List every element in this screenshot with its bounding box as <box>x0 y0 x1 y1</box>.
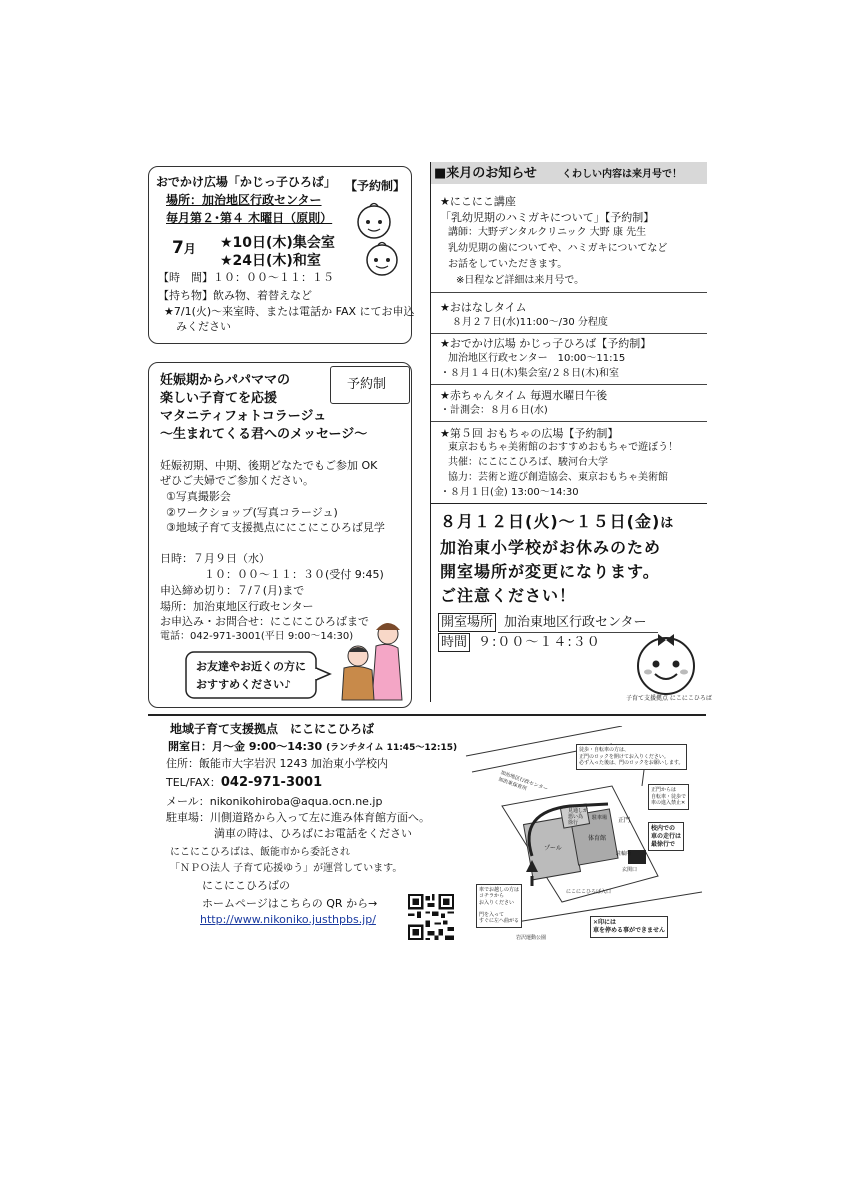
maternity-deadline: 申込締め切り：７/７(月)まで <box>160 584 305 597</box>
lecture-note: ※日程など詳細は来月号で。 <box>456 275 585 286</box>
lecture-title: ★にこにこ講座 <box>440 195 516 208</box>
maternity-item-1: ①写真撮影会 <box>166 490 231 503</box>
maternity-desc-2: ぜひご夫婦でご参加ください。 <box>160 474 314 487</box>
next-outing-title: ★おでかけ広場 かじっ子ひろば【予約制】 <box>440 337 652 350</box>
maternity-item-3: ③地域子育て支援拠点ににこにこひろば見学 <box>166 521 385 534</box>
outing-title: おでかけ広場「かじっ子ひろば」 <box>156 175 336 189</box>
lecture-name: 「乳幼児期のハミガキについて」【予約制】 <box>440 211 655 224</box>
outing-badge: 【予約制】 <box>345 179 406 193</box>
toy-support: 協力：芸術と遊び創造協会、東京おもちゃ美術館 <box>448 472 668 483</box>
divider-4 <box>431 421 707 422</box>
map-warn: 校内での 車の走行は 最徐行で <box>648 822 684 851</box>
mascot-caption: 子育て支援拠点 にこにこひろば <box>626 695 712 702</box>
map-gakko: 駐車場 <box>592 815 608 821</box>
maternity-title-1: 妊娠期からパパママの <box>160 373 291 388</box>
baby-time-title: ★赤ちゃんタイム 毎週水曜日午後 <box>440 389 608 402</box>
maternity-badge: 予約制 <box>347 377 387 392</box>
access-map <box>462 726 706 948</box>
next-month-header: ■来月のお知らせ <box>434 166 537 181</box>
divider-1 <box>431 292 707 293</box>
nikoniko-mascot-illustration <box>628 622 704 702</box>
divider-2 <box>431 333 707 334</box>
closure-dates: ８月１２日(火)～１５日(金) <box>440 512 661 531</box>
maternity-time: １０：００～１１：３０(受付 9:45) <box>204 568 384 581</box>
map-pool: プール <box>544 845 562 852</box>
story-title: ★おはなしタイム <box>440 301 527 314</box>
next-outing-dates: ・８月１４日(木)集会室/２８日(木)和室 <box>440 368 619 379</box>
outing-schedule: 毎月第２･第４ 木曜日（原則） <box>166 211 333 225</box>
outing-month-number: 7 <box>172 238 184 258</box>
map-gym: 体育館 <box>588 835 607 842</box>
footer-url-link[interactable]: http://www.nikoniko.justhpbs.jp/ <box>200 913 376 926</box>
outing-place: 場所：加治地区行政センター <box>166 193 322 207</box>
divider-3 <box>431 384 707 385</box>
map-entrance: 玄関口 <box>622 867 638 873</box>
closure-line-3: 開室場所が変更になります。 <box>440 562 660 581</box>
bubble-line-2: おすすめください♪ <box>196 678 292 691</box>
maternity-title-2: 楽しい子育てを応援 <box>160 391 278 406</box>
next-outing-place: 加治地区行政センター 10:00～11:15 <box>448 353 626 364</box>
maternity-desc-1: 妊娠初期、中期、後期どなたでもご参加 OK <box>160 459 378 472</box>
map-gate-note: 正門からは 自転車・徒歩で 車の進入禁止✕ <box>648 784 689 810</box>
footer-tel <box>166 776 322 789</box>
footer-hp-1: にこにこひろばの <box>202 879 290 892</box>
outing-items: 【持ち物】飲み物、着替えなど <box>158 289 312 302</box>
baby-faces-illustration <box>350 200 408 280</box>
maternity-item-2: ②ワークショップ(写真コラージュ) <box>166 506 338 519</box>
outing-date-2: ★24日(木)和室 <box>220 253 321 269</box>
bubble-line-1: お友達やお近くの方に <box>196 660 306 673</box>
outing-note-2: みください <box>176 320 231 333</box>
next-month-header-sub: くわしい内容は来月号で！ <box>562 169 682 180</box>
speech-bubble-shape <box>184 650 334 702</box>
closure-suffix: は <box>660 516 675 531</box>
toy-title: ★第５回 おもちゃの広場【予約制】 <box>440 427 619 440</box>
place-value: 加治東地区行政センター <box>504 615 647 630</box>
footer-mail: メール：nikonikohiroba@aqua.ocn.ne.jp <box>166 795 383 808</box>
outing-date-1: ★10日(木)集会室 <box>220 235 335 251</box>
outing-month <box>172 240 196 257</box>
footer-title: 地域子育て支援拠点 にこにこひろば <box>170 722 375 736</box>
maternity-date: 日時：７月９日（水） <box>160 552 270 565</box>
toy-cohost: 共催：にこにこひろば、駿河台大学 <box>448 457 608 468</box>
closure-line-4: ご注意ください！ <box>440 586 577 605</box>
time-label: 時間 <box>441 635 468 650</box>
qr-code-icon[interactable] <box>408 894 454 940</box>
footer-hp-2: ホームページはこちらの QR から→ <box>202 897 378 910</box>
maternity-place: 場所：加治東地区行政センター <box>160 600 314 613</box>
footer-hours-main: 開室日：月～金 9:00～14:30 <box>168 740 323 753</box>
parents-illustration <box>336 620 408 704</box>
footer-top-rule <box>148 714 706 716</box>
toy-date: ・８月１日(金) 13:00～14:30 <box>440 487 579 498</box>
outing-month-suffix: 月 <box>183 242 196 256</box>
maternity-contact: お申込み・お問合せ：にこにこひろばまで <box>160 615 369 628</box>
footer-hours <box>168 741 457 753</box>
map-slow: 見通しが 悪い為 徐行 <box>568 808 589 826</box>
footer-hours-note: (ランチタイム 11:45～12:15) <box>326 743 458 753</box>
outing-time: 【時 間】１０：００～１１：１５ <box>158 271 334 284</box>
footer-address: 住所：飯能市大字岩沢 1243 加治東小学校内 <box>166 757 388 770</box>
maternity-title-3: マタニティフォトコラージュ <box>160 409 327 424</box>
map-gate: 正門 <box>618 817 631 824</box>
story-date: ８月２７日(水)11:00～/30 分程度 <box>452 317 608 328</box>
time-value: ９:００～１４:３０ <box>478 635 601 650</box>
lecture-desc-1: 乳幼児期の歯についてや、ハミガキについてなど <box>448 243 668 254</box>
place-label: 開室場所 <box>441 615 494 630</box>
footer-parking-2: 満車の時は、ひろばにお電話をください <box>214 827 412 840</box>
outing-note-1: ★7/1(火)～来室時、または電話か FAX にてお申込 <box>164 305 415 318</box>
divider-5 <box>431 503 707 504</box>
footer-tel-label: TEL/FAX： <box>166 776 221 789</box>
map-no-parking: ✕印には 車を停める事ができません <box>590 916 668 938</box>
footer-parking-1: 駐車場：川側道路から入って左に進み体育館方面へ。 <box>166 811 430 824</box>
maternity-tel: 電話：042-971-3001(平日 9:00～14:30) <box>160 631 354 642</box>
map-note-walk: 徒歩・自転車の方は、 正門のロックを開けてお入りください。 必ず入った後は、門のロックをお願いします。 <box>576 744 687 770</box>
baby-measure: ・計測会：８月６日(水) <box>440 405 548 416</box>
right-column-divider <box>430 162 431 702</box>
footer-tel-number: 042-971-3001 <box>220 775 323 790</box>
lecture-teacher: 講師：大野デンタルクリニック 大野 康 先生 <box>448 227 647 238</box>
lecture-desc-2: お話をしていただきます。 <box>448 259 568 270</box>
footer-org-2: 「ＮＰＯ法人 子育て応援ゆう」が運営しています。 <box>170 863 403 874</box>
map-car-note: 車でお越しの方は コチラから お入りください 門を入って すぐに左へ曲がる <box>476 884 522 928</box>
map-center: 加治地区行政センター 加治東保育所 <box>497 769 549 793</box>
closure-line-2: 加治東小学校がお休みのため <box>440 538 662 557</box>
map-park: 岩沢運動公園 <box>516 935 547 941</box>
map-bike-parking: 駐輪所 <box>616 851 632 857</box>
toy-desc: 東京おもちゃ美術館のおすすめおもちゃで遊ぼう！ <box>448 442 679 453</box>
maternity-title-4: ～生まれてくる君へのメッセージ～ <box>160 427 368 442</box>
footer-org-1: にこにこひろばは、飯能市から委託され <box>170 847 350 858</box>
closure-line-1 <box>440 514 674 530</box>
map-hiroba-entrance: にこにこひろば入口 <box>566 889 612 895</box>
